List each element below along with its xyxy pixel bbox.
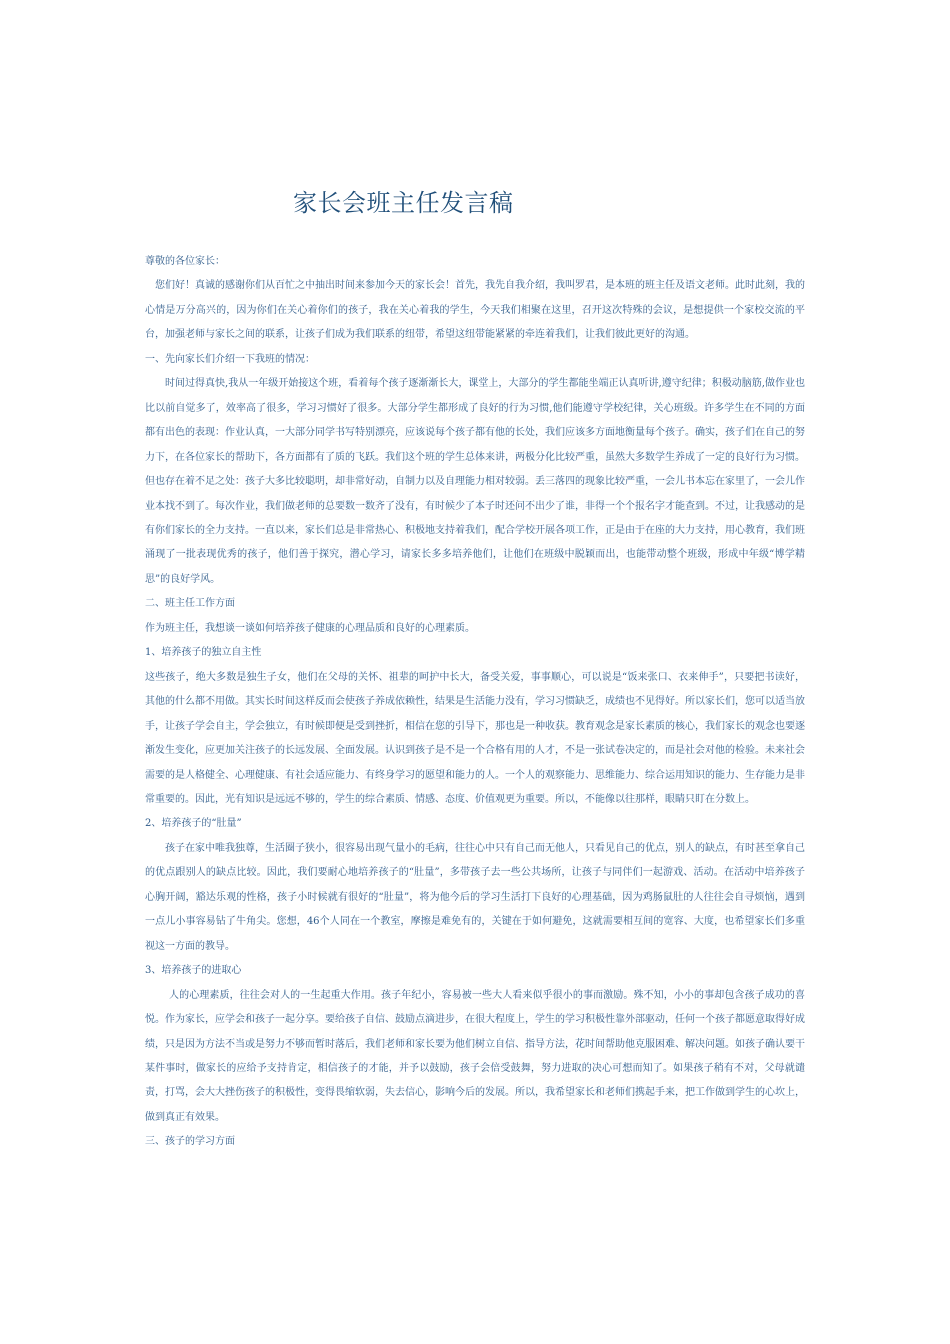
salutation: 尊敬的各位家长： [145, 256, 225, 267]
section-heading-2: 二、班主任工作方面 [145, 598, 235, 610]
section-heading-1: 一、先向家长们介绍一下我班的情况： [145, 353, 315, 365]
document-title: 家长会班主任发言稿 [293, 189, 514, 217]
paragraph-independence: 这些孩子，绝大多数是独生子女，他们在父母的关怀、祖辈的呵护中长大，备受关爱，事事顺心，可以说是“饭来张口、衣来伸手”，只要把书读好，其他的什么都不用做。其实长时间这样反而会使孩子养成依赖性，结果是生活能力没有，学习习惯缺乏，成绩也不见得好。所以家长们，您可以适当放手，让孩子学会自主，学会独立，有时候即便是受到挫折，相信在您的引导下，那也是一种收获。教育观念是家长素质的核心，我们家长的观念也要逐渐发生变化，应更加关注孩子的长远发展、全面发展。认识到孩子是不是一个合格有用的人才，不是一张试卷决定的，而是社会对他的检验。未来社会需要的是人格健全、心理健康、有社会适应能力、有终身学习的愿望和能力的人。一个人的观察能力、思维能力、综合运用知识的能力、生存能力是非常重要的。因此，光有知识是远远不够的，学生的综合素质、情感、态度、价值观更为重要。所以，不能像以往那样，眼睛只盯在分数上。 [145, 671, 805, 805]
subheading-ambition: 3、培养孩子的进取心 [145, 965, 242, 977]
subheading-tolerance: 2、培养孩子的“肚量” [145, 818, 242, 830]
subheading-independence: 1、培养孩子的独立自主性 [145, 647, 262, 659]
paragraph-tolerance: 孩子在家中唯我独尊，生活圈子狭小，很容易出现气量小的毛病，往往心中只有自己而无他人，只看见自己的优点，别人的缺点，有时甚至拿自己的优点跟别人的缺点比较。因此，我们要耐心地培养孩子的“肚量”，多带孩子去一些公共场所，让孩子与同伴们一起游戏、活动。在活动中培养孩子心胸开阔，豁达乐观的性格，孩子小时候就有很好的“肚量”，将为他今后的学习生活打下良好的心理基础，因为鸡肠鼠肚的人往往会自寻烦恼，遇到一点儿小事容易钻了牛角尖。您想，46个人同在一个教室，摩擦是难免有的，关键在于如何避免，这就需要相互间的宽容、大度，也希望家长们多重视这一方面的教导。 [145, 842, 805, 952]
paragraph-intro-psychology: 作为班主任，我想谈一谈如何培养孩子健康的心理品质和良好的心理素质。 [145, 622, 475, 634]
section-heading-3: 三、孩子的学习方面 [145, 1136, 235, 1148]
document-body [145, 250, 805, 1155]
paragraph-ambition: 人的心理素质，往往会对人的一生起重大作用。孩子年纪小，容易被一些大人看来似乎很小的事而激励。殊不知，小小的事却包含孩子成功的喜悦。作为家长，应学会和孩子一起分享。要给孩子自信、鼓励点滴进步，在很大程度上，学生的学习积极性靠外部驱动，任何一个孩子都愿意取得好成绩，只是因为方法不当或是努力不够而暂时落后，我们老师和家长要为他们树立自信、指导方法，花时间帮助他克服困难、解决问题。如孩子确认要干某件事时，做家长的应给予支持肯定，相信孩子的才能，并予以鼓励，孩子会倍受鼓舞，努力进取的决心可想而知了。如果孩子稍有不对，父母就谴责，打骂，会大大挫伤孩子的积极性，变得畏缩软弱，失去信心，影响今后的发展。所以，我希望家长和老师们携起手来，把工作做到学生的心坎上，做到真正有效果。 [145, 989, 805, 1123]
paragraph-opening: 您们好！真诚的感谢你们从百忙之中抽出时间来参加今天的家长会！首先，我先自我介绍，我叫罗君，是本班的班主任及语文老师。此时此刻，我的心情是万分高兴的，因为你们在关心着你们的孩子，我在关心着我的学生，今天我们相聚在这里，召开这次特殊的会议，是想提供一个家校交流的平台，加强老师与家长之间的联系，让孩子们成为我们联系的纽带，希望这纽带能紧紧的牵连着我们，让我们彼此更好的沟通。 [145, 280, 805, 341]
paragraph-class-situation: 时间过得真快,我从一年级开始接这个班，看着每个孩子逐渐渐长大，课堂上，大部分的学生都能坐端正认真听讲,遵守纪律；积极动脑筋,做作业也比以前自觉多了，效率高了很多，学习习惯好了很多。大部分学生都形成了良好的行为习惯,他们能遵守学校纪律，关心班级。许多学生在不同的方面都有出色的表现：作业认真，一大部分同学书写特别漂亮，应该说每个孩子都有他的长处，我们应该多方面地衡量每个孩子。确实，孩子们在自己的努力下，在各位家长的帮助下，各方面都有了质的飞跃。我们这个班的学生总体来讲，两极分化比较严重，虽然大多数学生养成了一定的良好行为习惯。但也存在着不足之处：孩子大多比较聪明，却非常好动，自制力以及自理能力相对较弱。丢三落四的现象比较严重，一会儿书本忘在家里了，一会儿作业本找不到了。每次作业，我们做老师的总要数一数齐了没有，有时候少了本子时还问不出少了谁，非得一个个报名字才能查到。不过，让我感动的是有你们家长的全力支持。一直以来，家长们总是非常热心、积极地支持着我们，配合学校开展各项工作，正是由于在座的大力支持，用心教育，我们班涌现了一批表现优秀的孩子，他们善于探究，潜心学习，请家长多多培养他们，让他们在班级中脱颖而出，也能带动整个班级，形成中年级“博学精思”的良好学风。 [145, 378, 805, 585]
